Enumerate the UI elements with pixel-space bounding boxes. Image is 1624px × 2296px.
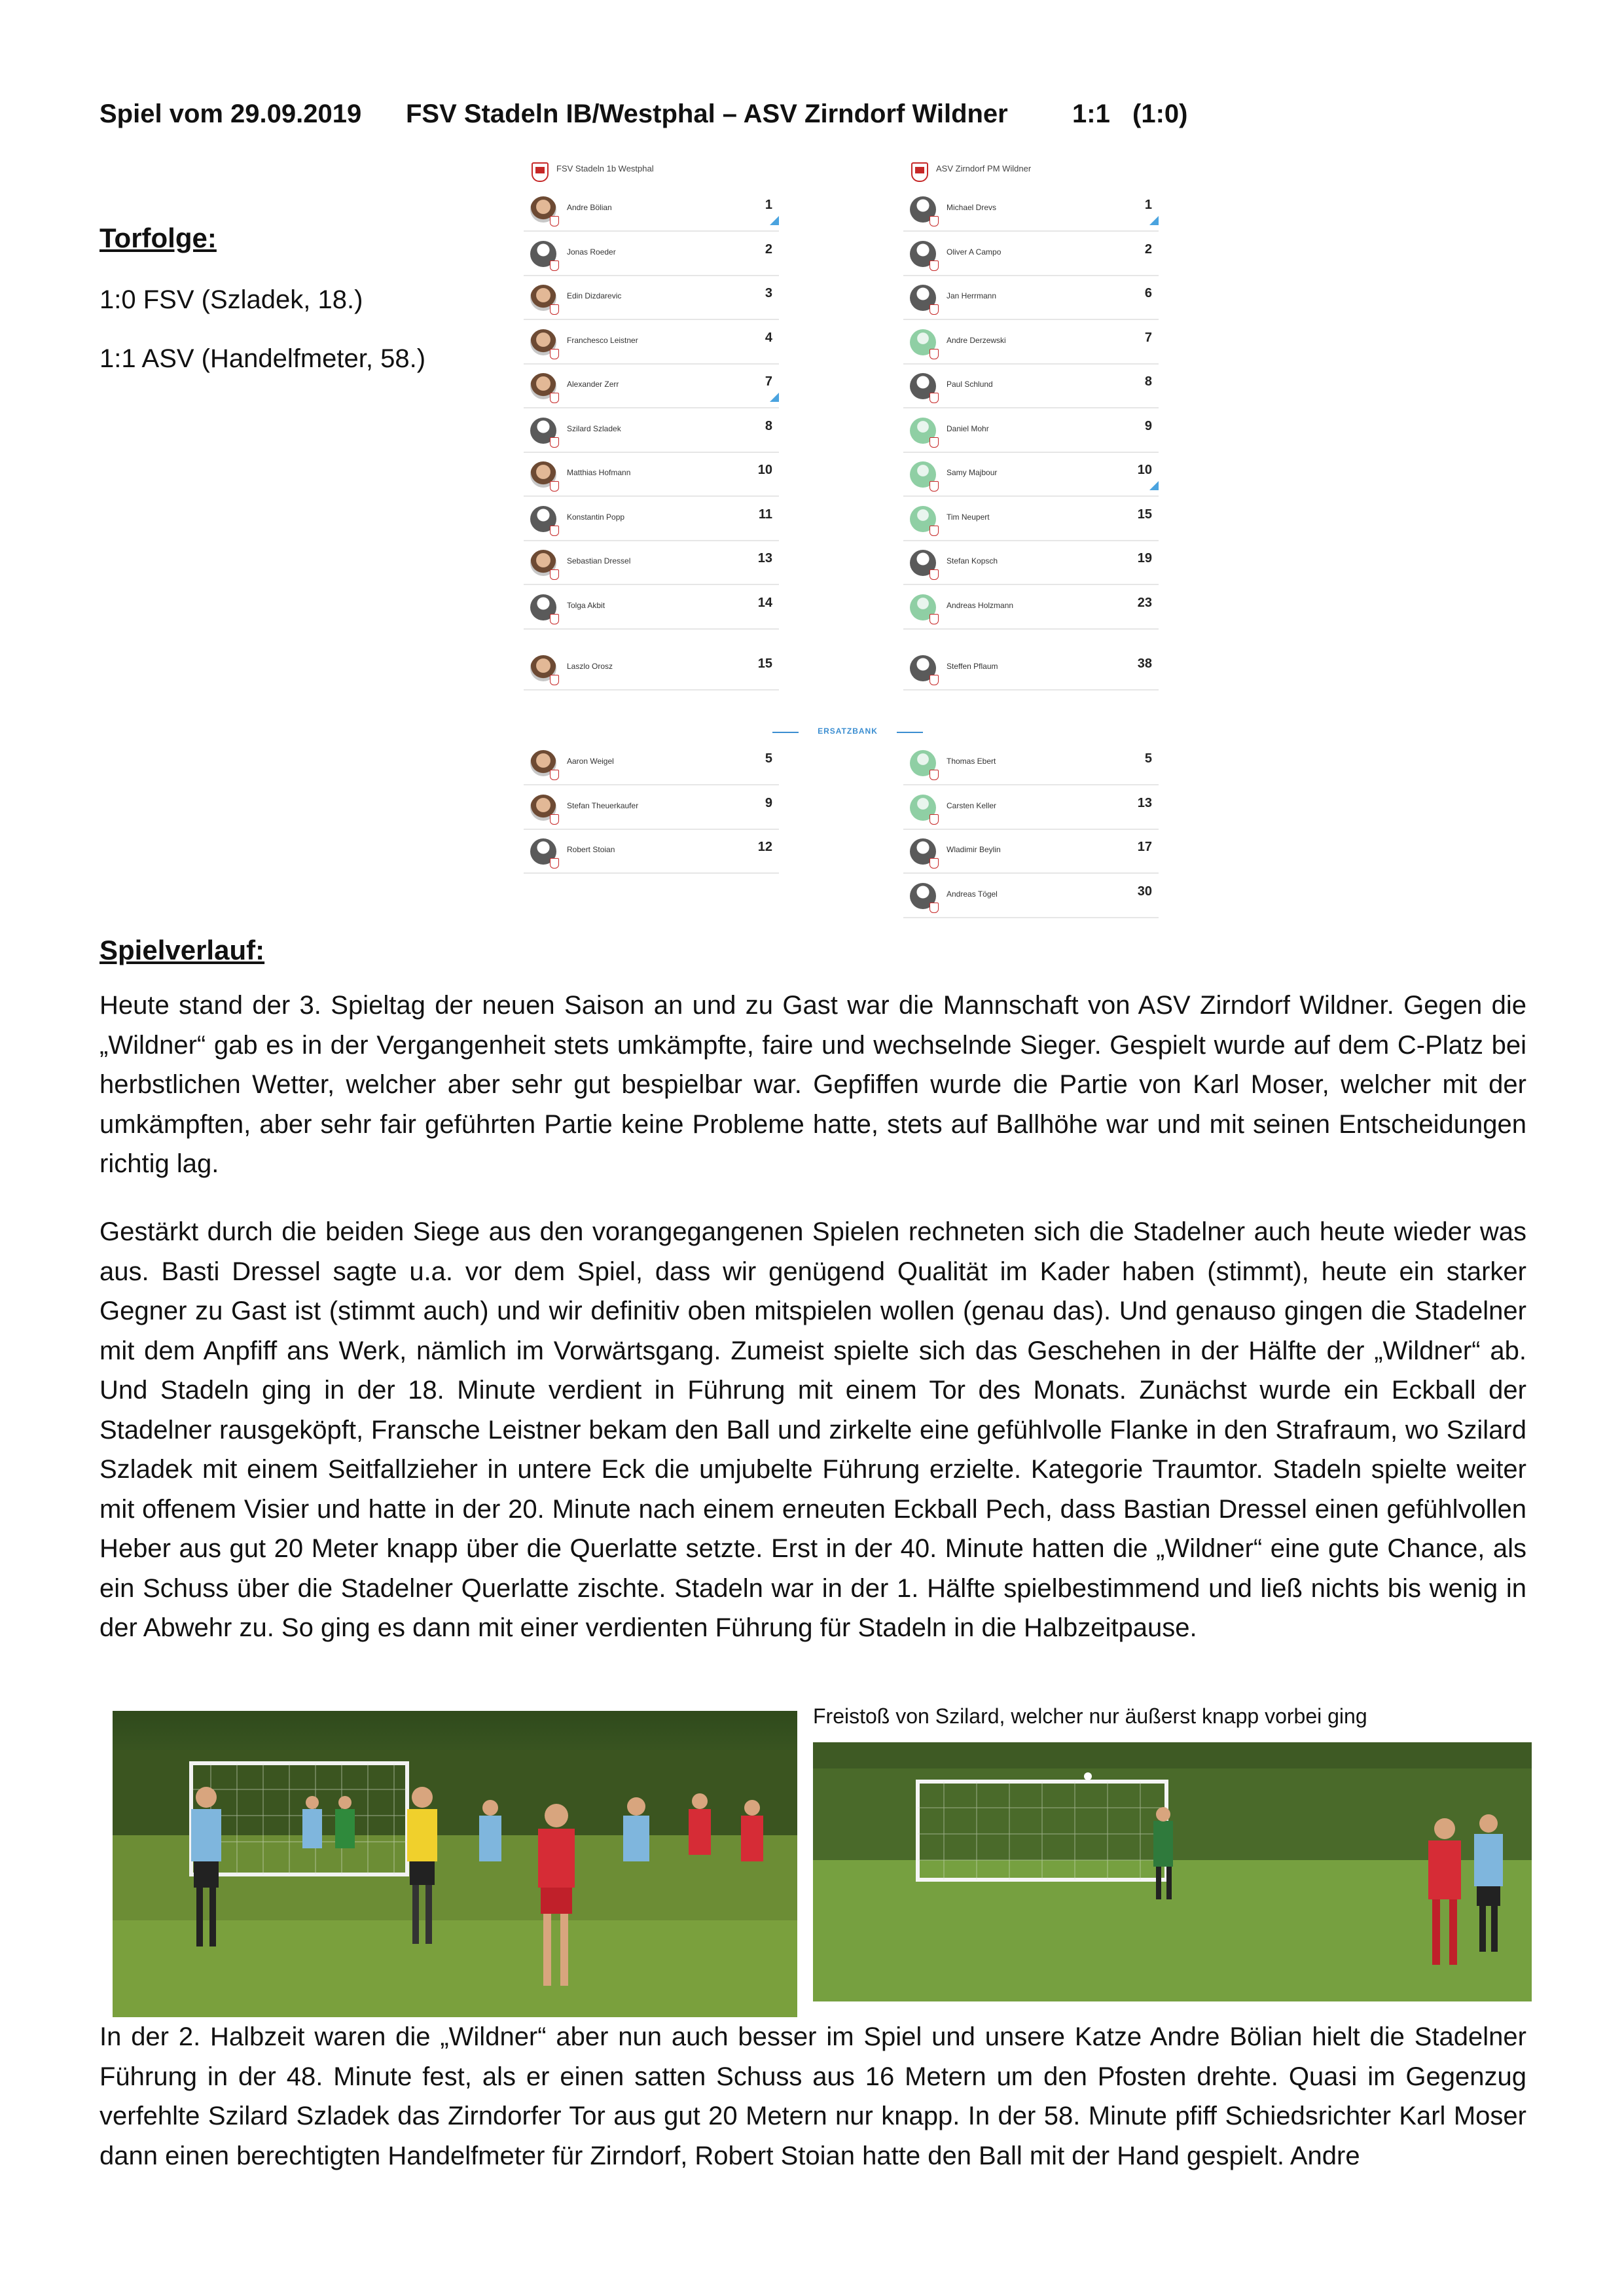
player-number: 30 [1137, 884, 1152, 899]
player-name: Carsten Keller [947, 800, 997, 810]
team-badge-icon [929, 437, 939, 448]
team-badge-icon [550, 814, 559, 825]
team-badge-icon [550, 437, 559, 448]
player-number: 7 [1144, 330, 1152, 345]
goal-line: 1:1 ASV (Handelfmeter, 58.) [99, 344, 426, 373]
team-badge-icon [550, 614, 559, 624]
substitution-icon [1149, 481, 1159, 490]
player-name: Steffen Pflaum [947, 662, 998, 671]
team-badge-icon [550, 349, 559, 359]
team-badge-icon [929, 393, 939, 403]
player-number: 2 [1144, 242, 1152, 257]
away-team-header [903, 158, 1159, 185]
player-number: 10 [757, 463, 772, 477]
player-row [903, 787, 1159, 830]
team-badge-icon [929, 216, 939, 226]
goal-line: 1:0 FSV (Szladek, 18.) [99, 285, 363, 314]
match-teams: FSV Stadeln IB/Westphal – ASV Zirndorf Wildner [406, 99, 1008, 128]
player-number: 19 [1137, 551, 1152, 565]
substitution-icon [770, 216, 779, 225]
home-team-name: FSV Stadeln 1b Westphal [556, 164, 654, 173]
player-number: 8 [765, 418, 772, 433]
player-number: 13 [757, 551, 772, 565]
player-name: Andreas Holzmann [947, 600, 1014, 610]
away-team-name: ASV Zirndorf PM Wildner [936, 164, 1032, 173]
player-number: 1 [1144, 198, 1152, 212]
player-row [903, 188, 1159, 232]
player-number: 2 [765, 242, 772, 257]
player-row [903, 321, 1159, 365]
team-badge-icon [550, 260, 559, 271]
match-header [99, 99, 1526, 139]
team-badge-icon [550, 675, 559, 685]
player-name: Laszlo Orosz [567, 662, 613, 671]
team-crest-icon [911, 162, 928, 182]
team-badge-icon [550, 569, 559, 580]
player-row [524, 831, 779, 874]
player-number: 1 [765, 198, 772, 212]
player-number: 4 [765, 330, 772, 345]
player-number: 12 [757, 840, 772, 854]
player-row [524, 742, 779, 785]
report-paragraph-3: In der 2. Halbzeit waren die „Wildner“ aber nun auch besser im Spiel und unsere Katze Andre Bölian hielt die Stadelner Führung in der 48. Minute fest, als er einen satten Schuss aus 16 Metern um den Pfosten drehte. Quasi im Gegenzug verfehlte Szilard Szladek das Zirndorfer Tor aus gut 20 Metern nur knapp. In der 58. Minute pfiff Schiedsrichter Karl Moser dann einen berechtigten Handelfmeter für Zirndorf, Robert Stoian hatte den Ball mit der Hand gespielt. Andre [99, 2022, 1526, 2170]
player-number: 38 [1137, 656, 1152, 671]
player-name: Stefan Kopsch [947, 556, 998, 565]
substitution-icon [770, 393, 779, 402]
player-row [903, 586, 1159, 630]
team-badge-icon [929, 903, 939, 913]
player-row [903, 831, 1159, 874]
player-number: 14 [757, 595, 772, 610]
team-badge-icon [550, 216, 559, 226]
lineup-graphic [517, 151, 1172, 949]
match-photo-1 [113, 1711, 797, 2017]
player-name: Andre Bölian [567, 203, 612, 212]
player-name: Paul Schlund [947, 380, 993, 389]
team-badge-icon [929, 675, 939, 685]
player-name: Alexander Zerr [567, 380, 619, 389]
player-number: 9 [1144, 418, 1152, 433]
player-number: 17 [1137, 840, 1152, 854]
bench-label: ERSATZBANK [772, 726, 923, 736]
player-name: Andre Derzewski [947, 335, 1006, 345]
player-name: Matthias Hofmann [567, 468, 631, 477]
player-name: Michael Drevs [947, 203, 997, 212]
player-row [524, 647, 779, 691]
team-badge-icon [929, 304, 939, 315]
player-number: 7 [765, 374, 772, 389]
team-badge-icon [929, 349, 939, 359]
player-name: Robert Stoian [567, 845, 615, 854]
substitution-icon [1149, 216, 1159, 225]
player-row [524, 542, 779, 585]
player-number: 3 [765, 286, 772, 300]
team-badge-icon [929, 526, 939, 536]
player-name: Tolga Akbit [567, 600, 605, 610]
match-halftime: (1:0) [1132, 99, 1188, 128]
team-badge-icon [550, 304, 559, 315]
team-badge-icon [929, 858, 939, 869]
team-badge-icon [550, 393, 559, 403]
team-badge-icon [929, 614, 939, 624]
player-row [903, 233, 1159, 276]
player-row [524, 586, 779, 630]
player-name: Szilard Szladek [567, 423, 621, 433]
match-photo-2 [813, 1742, 1532, 2001]
player-row [524, 233, 779, 276]
player-row [524, 498, 779, 541]
player-name: Andreas Tögel [947, 889, 998, 899]
player-name: Thomas Ebert [947, 757, 996, 766]
photo-caption: Freistoß von Szilard, welcher nur äußerst knapp vorbei ging [813, 1704, 1367, 1728]
player-number: 5 [1144, 751, 1152, 766]
player-number: 23 [1137, 595, 1152, 610]
player-name: Stefan Theuerkaufer [567, 800, 639, 810]
player-name: Konstantin Popp [567, 512, 625, 522]
player-name: Sebastian Dressel [567, 556, 631, 565]
player-name: Samy Majbour [947, 468, 998, 477]
player-number: 6 [1144, 286, 1152, 300]
player-row [903, 742, 1159, 785]
player-name: Jan Herrmann [947, 291, 997, 300]
player-name: Wladimir Beylin [947, 845, 1001, 854]
player-row [524, 188, 779, 232]
player-number: 15 [757, 656, 772, 671]
player-name: Daniel Mohr [947, 423, 989, 433]
player-number: 5 [765, 751, 772, 766]
player-name: Franchesco Leistner [567, 335, 638, 345]
team-badge-icon [550, 770, 559, 780]
team-badge-icon [550, 481, 559, 492]
team-badge-icon [929, 814, 939, 825]
match-date: Spiel vom 29.09.2019 [99, 99, 362, 128]
player-row [524, 277, 779, 320]
team-badge-icon [550, 858, 559, 869]
player-row [524, 410, 779, 453]
player-name: Oliver A Campo [947, 247, 1001, 257]
team-badge-icon [550, 526, 559, 536]
report-paragraph-1: Heute stand der 3. Spieltag der neuen Saison an und zu Gast war die Mannschaft von ASV Zirndorf Wildner. Gegen die „Wildner“ gab es in der Vergangenheit stets umkämpfte, faire und wechselnde Sieger. Gespielt wurde auf dem C-Platz bei herbstlichen Wetter, welcher aber sehr gut bespielbar war. Gepfiffen wurde die Partie von Karl Moser, welcher mit der umkämpften, aber sehr fair geführten Partie keine Probleme hatte, stets auf Ballhöhe war und mit seinen Entscheidungen richtig lag. [99, 991, 1526, 1178]
home-team-header [524, 158, 779, 185]
player-row [524, 787, 779, 830]
player-name: Edin Dizdarevic [567, 291, 622, 300]
player-row [903, 647, 1159, 691]
player-row [903, 277, 1159, 320]
section-title: Spielverlauf: [99, 935, 265, 965]
team-badge-icon [929, 260, 939, 271]
player-row [524, 365, 779, 408]
player-number: 8 [1144, 374, 1152, 389]
player-name: Jonas Roeder [567, 247, 616, 257]
player-row [903, 542, 1159, 585]
player-name: Aaron Weigel [567, 757, 614, 766]
player-row [524, 454, 779, 497]
player-row [903, 875, 1159, 918]
player-number: 11 [758, 507, 772, 522]
report-paragraph-2: Gestärkt durch die beiden Siege aus den vorangegangenen Spielen rechneten sich die Stadelner auch heute wieder was aus. Basti Dressel sagte u.a. vor dem Spiel, dass wir genügend Qualität im Kader haben (stimmt), heute ein starker Gegner zu Gast ist (stimmt auch) und wir definitiv oben mitspielen wollen (genau das). Und genauso gingen die Stadelner mit dem Anpfiff ans Werk, nämlich im Vorwärtsgang. Zumeist spielte sich das Geschehen in der Hälfte der „Wildner“ ab. Und Stadeln ging in der 18. Minute verdient in Führung mit einem Tor des Monats. Zunächst wurde ein Eckball der Stadelner rausgeköpft, Fransche Leistner bekam den Ball und zirkelte eine gefühlvolle Flanke in den Strafraum, wo Szilard Szladek mit einem Seitfallzieher in untere Eck die umjubelte Führung erzielte. Kategorie Traumtor. Stadeln spielte weiter mit offenem Visier und hatte in der 20. Minute nach einem erneuten Eckball Pech, dass Bastian Dressel einen gefühlvollen Heber aus gut 20 Meter knapp über die Querlatte setzte. Erst in der 40. Minute hatten die „Wildner“ eine gute Chance, als ein Schuss über die Stadelner Querlatte zischte. Stadeln war in der 1. Hälfte spielbestimmend und ließ nichts bis wenig in der Abwehr zu. So ging es dann mit einer verdienten Führung für Stadeln in die Halbzeitpause. [99, 1217, 1526, 1642]
player-number: 10 [1137, 463, 1152, 477]
player-row [903, 498, 1159, 541]
team-crest-icon [532, 162, 549, 182]
goals-title: Torfolge: [99, 223, 217, 253]
player-name: Tim Neupert [947, 512, 990, 522]
player-number: 9 [765, 795, 772, 810]
team-badge-icon [929, 770, 939, 780]
match-score: 1:1 [1072, 99, 1110, 128]
player-number: 15 [1137, 507, 1152, 522]
player-row [903, 365, 1159, 408]
team-badge-icon [929, 481, 939, 492]
player-number: 13 [1137, 795, 1152, 810]
player-row [903, 410, 1159, 453]
player-row [524, 321, 779, 365]
player-row [903, 454, 1159, 497]
team-badge-icon [929, 569, 939, 580]
